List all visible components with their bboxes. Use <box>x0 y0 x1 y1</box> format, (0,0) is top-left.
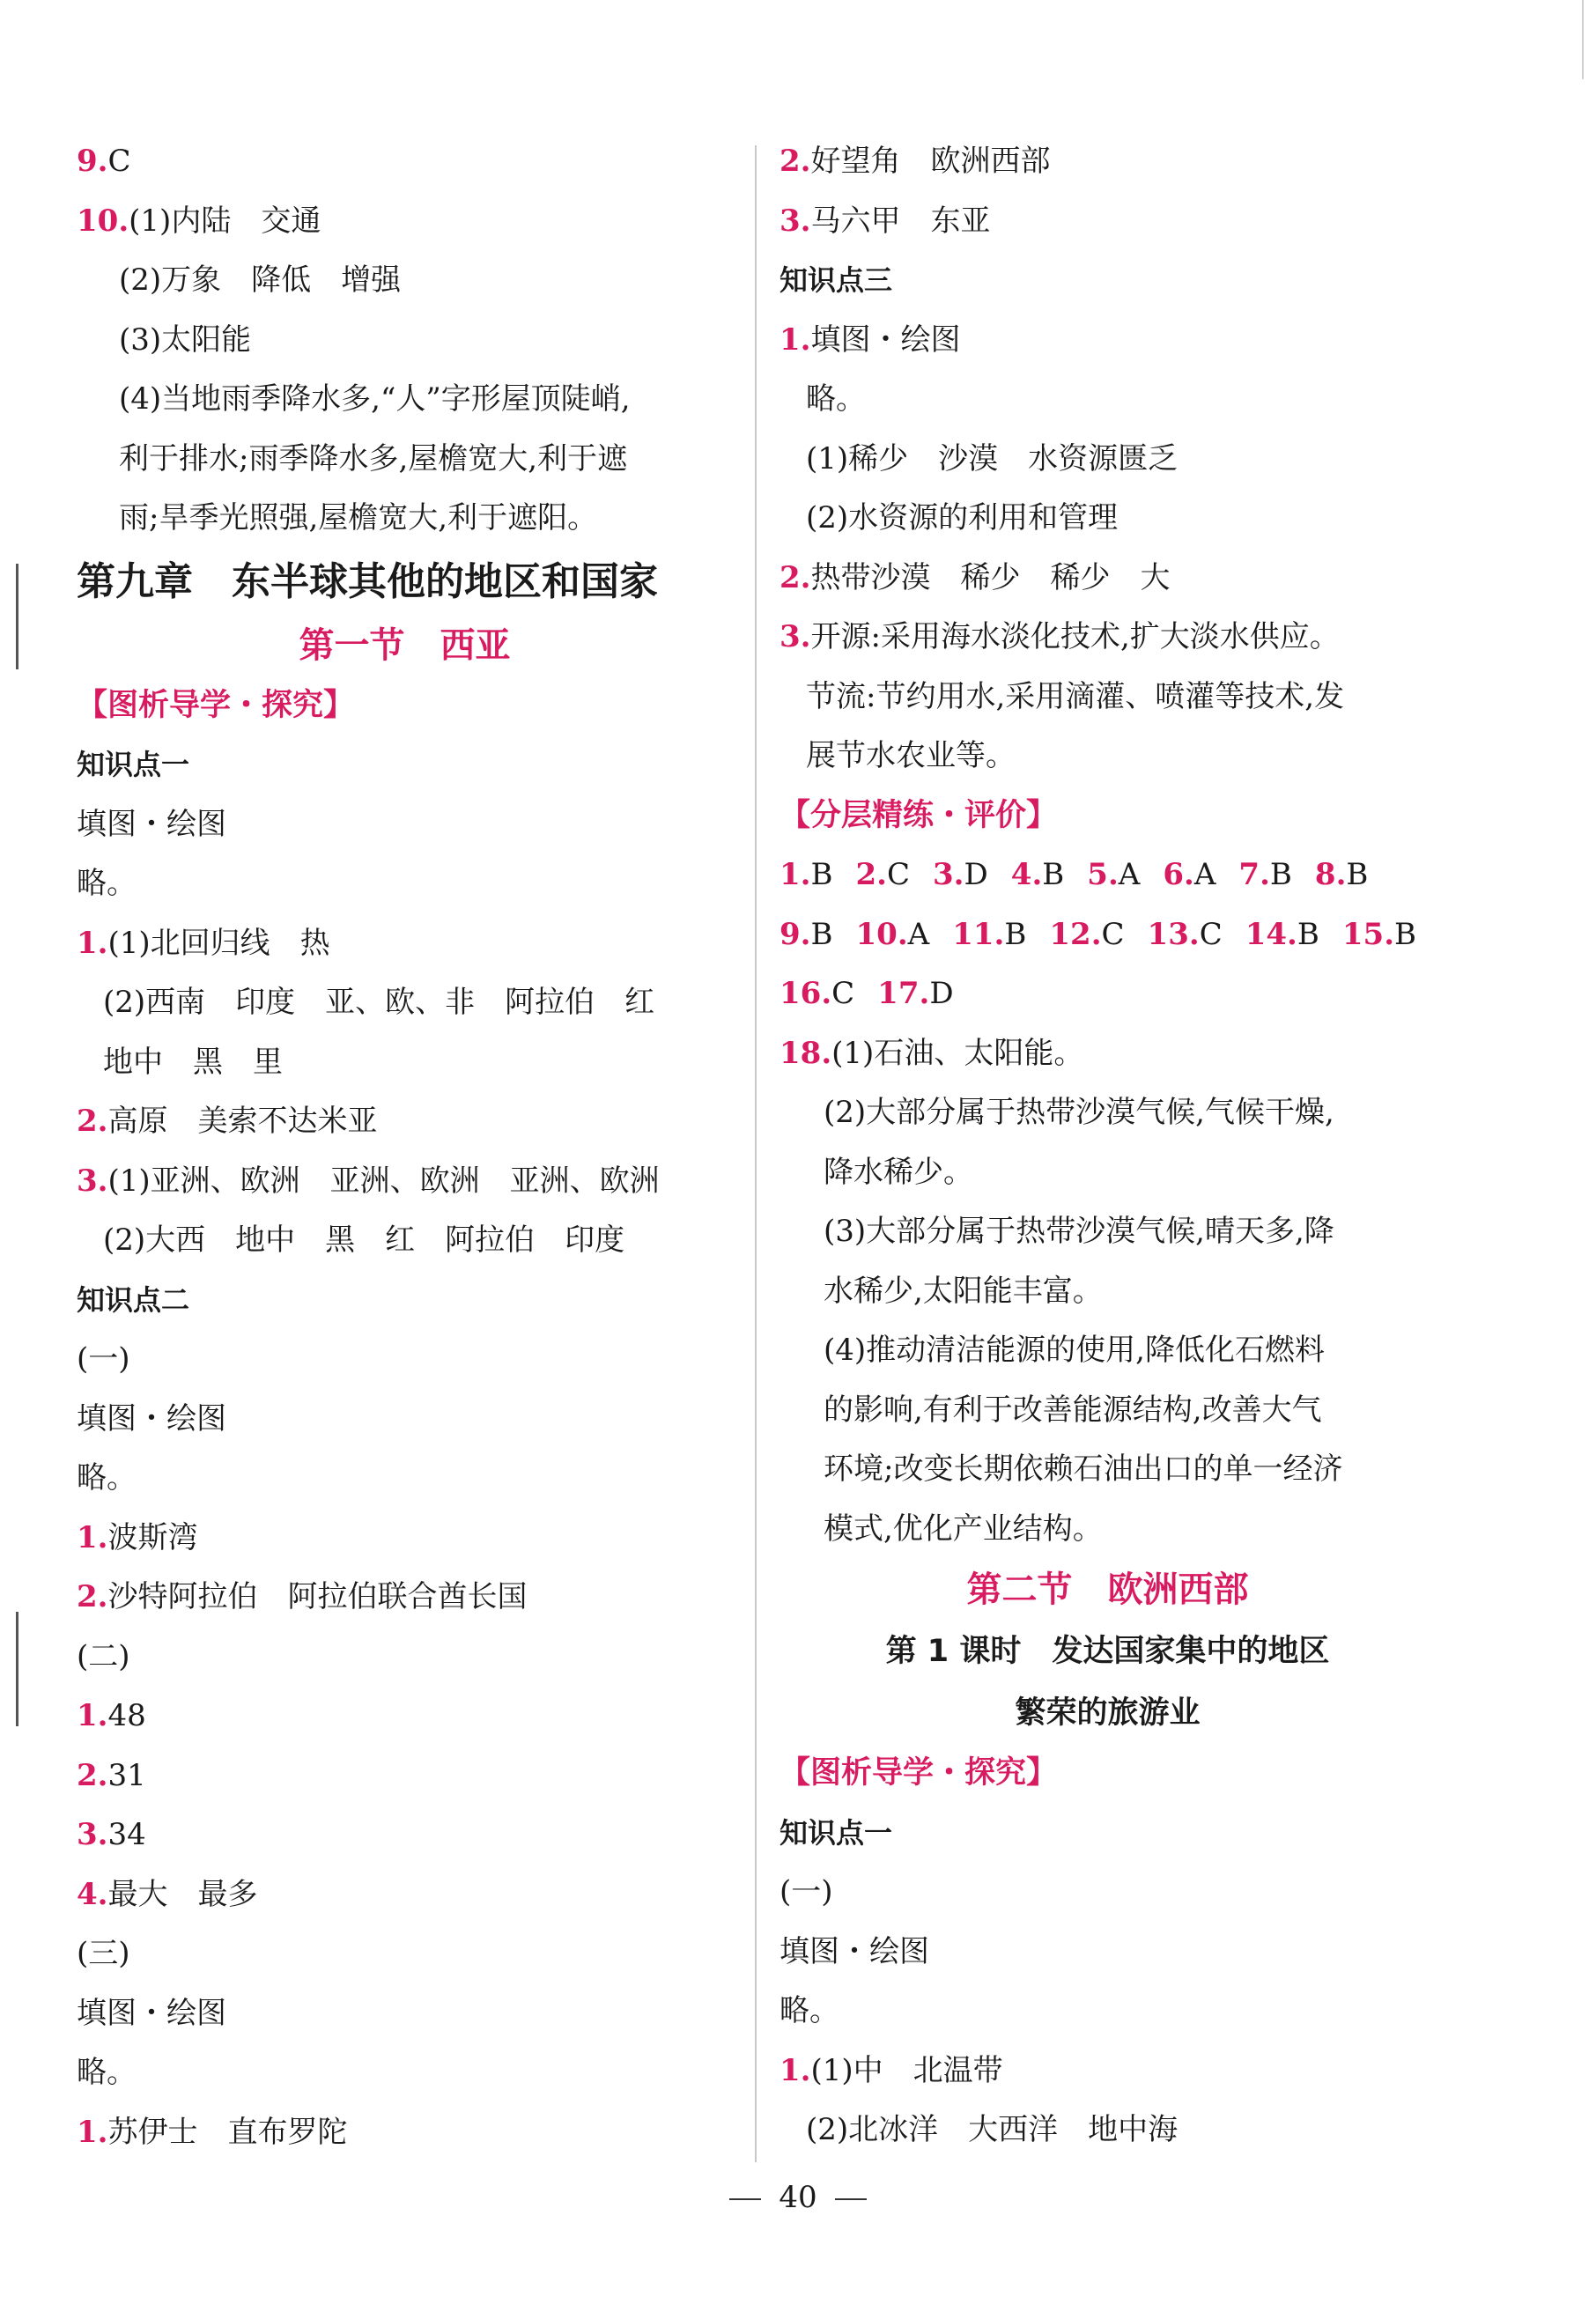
page-number-dash <box>729 2198 761 2200</box>
choice-letter: C <box>1101 916 1125 952</box>
scan-edge-line <box>1582 0 1584 79</box>
answer-3-cont: 展节水农业等。 <box>806 738 1016 773</box>
answer-18-part4-cont: 模式,优化产业结构。 <box>824 1510 1103 1547</box>
choice-letter: A <box>1193 857 1216 892</box>
answer-18-part2-cont: 降水稀少。 <box>824 1154 973 1190</box>
choice-letter: D <box>964 857 988 892</box>
answer-18-part3: (3)大部分属于热带沙漠气候,晴天多,降 <box>824 1214 1334 1249</box>
subsection-label: (三) <box>77 1936 130 1971</box>
page-number-dash <box>835 2198 867 2200</box>
omitted-note: 略。 <box>806 381 866 417</box>
choice-answer <box>1163 857 1215 892</box>
choice-answer <box>1245 917 1319 952</box>
choice-number: 16. <box>780 976 832 1011</box>
answer-18-part3-cont: 水稀少,太阳能丰富。 <box>824 1273 1103 1309</box>
knowledge-point-heading: 知识点一 <box>780 1815 893 1850</box>
answer-1: 1.(1)中 北温带 <box>780 2052 1003 2088</box>
answer-10-part2: (2)万象 降低 增强 <box>119 262 402 298</box>
answer-1-part2: (2)水资源的利用和管理 <box>806 500 1119 535</box>
answer-18-part4-cont: 环境;改变长期依赖石油出口的单一经济 <box>824 1451 1343 1487</box>
choice-number: 15. <box>1341 916 1395 952</box>
omitted-note: 略。 <box>77 866 137 901</box>
answer-3: 3.(1)亚洲、欧洲 亚洲、欧洲 亚洲、欧洲 <box>77 1163 660 1199</box>
choice-answer <box>780 857 833 892</box>
chapter-title: 第九章 东半球其他的地区和国家 <box>77 558 658 604</box>
knowledge-point-heading: 知识点一 <box>77 748 190 781</box>
answer-3-cont: 节流:节约用水,采用滴灌、喷灌等技术,发 <box>806 678 1345 714</box>
choice-answer <box>1049 917 1124 952</box>
left-column <box>77 132 733 2162</box>
choice-letter: B <box>1346 857 1369 892</box>
answer-10-part4-cont: 利于排水;雨季降水多,屋檐宽大,利于遮 <box>119 440 628 476</box>
lesson-title: 第 1 课时 发达国家集中的地区 <box>885 1634 1330 1669</box>
choice-letter: A <box>1118 857 1141 892</box>
choice-number: 3. <box>933 857 964 892</box>
choice-answer <box>1011 857 1065 892</box>
lesson-subtitle: 繁荣的旅游业 <box>1015 1695 1201 1731</box>
choice-number: 8. <box>1314 857 1347 892</box>
choice-number: 6. <box>1163 857 1194 892</box>
choice-number: 4. <box>1010 857 1043 892</box>
answer-1-part1: (1)稀少 沙漠 水资源匮乏 <box>806 440 1179 476</box>
fill-map-label: 填图・绘图 <box>77 806 226 842</box>
choice-letter: B <box>1269 857 1292 892</box>
answer-18-part4: (4)推动清洁能源的使用,降低化石燃料 <box>824 1333 1325 1368</box>
choice-answer <box>952 917 1026 952</box>
choice-answer <box>1315 857 1369 892</box>
choice-number: 7. <box>1238 857 1270 892</box>
page-number: 40 <box>0 2180 1596 2215</box>
choice-letter: C <box>887 857 911 892</box>
section-title: 第二节 欧洲西部 <box>966 1569 1249 1610</box>
choice-answers-row <box>780 905 1436 965</box>
choice-number: 1. <box>780 857 811 892</box>
choice-answer <box>933 857 988 892</box>
answer-9: 9.C <box>77 144 131 179</box>
fill-map-label: 填图・绘图 <box>77 1995 226 2031</box>
section-tag: 【图析导学・探究】 <box>780 1755 1058 1791</box>
fill-map-label: 填图・绘图 <box>780 1933 929 1969</box>
subsection-label: (一) <box>77 1341 130 1377</box>
answer-2: 2.热带沙漠 稀少 稀少 大 <box>780 559 1171 595</box>
choice-answer <box>780 917 833 952</box>
choice-answer <box>877 976 953 1011</box>
answer-3-part2: (2)大西 地中 黑 红 阿拉伯 印度 <box>103 1222 625 1258</box>
choice-number: 13. <box>1147 916 1200 952</box>
omitted-note: 略。 <box>77 2055 137 2090</box>
choice-letter: C <box>1199 916 1223 952</box>
choice-letter: B <box>810 916 833 952</box>
choice-number: 12. <box>1049 916 1102 952</box>
choice-number: 17. <box>877 976 930 1011</box>
answer-18-part4-cont: 的影响,有利于改善能源结构,改善大气 <box>824 1392 1322 1428</box>
answer-2: 2.好望角 欧洲西部 <box>780 144 1051 179</box>
choice-answer <box>1238 857 1292 892</box>
answer-1: 1.填图・绘图 <box>780 321 961 358</box>
knowledge-point-heading: 知识点二 <box>77 1282 190 1317</box>
answer-4: 4.最大 最多 <box>77 1876 258 1912</box>
answer-3: 3.马六甲 东亚 <box>780 203 991 239</box>
choice-answer <box>856 857 911 892</box>
choice-number: 2. <box>855 857 887 892</box>
answer-2: 2.高原 美索不达米亚 <box>77 1104 378 1139</box>
answer-1-part2: (2)西南 印度 亚、欧、非 阿拉伯 红 <box>103 985 655 1020</box>
fill-map-label: 填图・绘图 <box>77 1400 226 1437</box>
binding-mark <box>16 1612 18 1726</box>
section-tag: 【图析导学・探究】 <box>77 687 355 723</box>
answer-10: 10.(1)内陆 交通 <box>77 203 321 239</box>
answer-10-part4: (4)当地雨季降水多,“人”字形屋顶陡峭, <box>119 381 631 417</box>
answer-3: 3.开源:采用海水淡化技术,扩大淡水供应。 <box>780 619 1340 654</box>
choice-letter: B <box>1004 916 1027 952</box>
choice-letter: B <box>1394 916 1417 952</box>
choice-answers-row <box>780 846 1436 905</box>
choice-number: 11. <box>952 916 1005 952</box>
choice-answer <box>1148 917 1223 952</box>
answer-1: 1.波斯湾 <box>77 1519 198 1555</box>
choice-number: 9. <box>780 916 811 952</box>
choice-letter: B <box>1297 916 1319 952</box>
answer-18: 18.(1)石油、太阳能。 <box>780 1035 1084 1071</box>
answer-2: 2.31 <box>77 1757 146 1793</box>
answer-1: 1.48 <box>77 1698 146 1733</box>
choice-number: 5. <box>1087 857 1119 892</box>
answer-10-part3: (3)太阳能 <box>119 321 252 358</box>
choice-number: 10. <box>855 916 908 952</box>
section-tag: 【分层精练・评价】 <box>780 797 1058 833</box>
choice-number: 14. <box>1245 916 1297 952</box>
choice-answer <box>780 976 854 1011</box>
omitted-note: 略。 <box>780 1993 839 2028</box>
choice-answers-row <box>780 964 1436 1024</box>
choice-answer <box>1342 917 1416 952</box>
choice-answer <box>856 917 930 952</box>
binding-mark <box>16 564 18 669</box>
choice-answer <box>1087 857 1140 892</box>
answer-1-part2: (2)北冰洋 大西洋 地中海 <box>806 2112 1179 2147</box>
column-divider <box>755 145 757 2162</box>
answer-2: 2.沙特阿拉伯 阿拉伯联合酋长国 <box>77 1579 528 1614</box>
choice-letter: A <box>907 916 930 952</box>
section-title: 第一节 西亚 <box>299 624 511 666</box>
subsection-label: (一) <box>780 1874 833 1909</box>
answer-10-part4-cont: 雨;旱季光照强,屋檐宽大,利于遮阳。 <box>119 500 598 535</box>
subsection-label: (二) <box>77 1638 130 1674</box>
answer-3: 3.34 <box>77 1817 146 1852</box>
choice-letter: B <box>1042 857 1065 892</box>
answer-1: 1.(1)北回归线 热 <box>77 925 330 961</box>
choice-letter: C <box>831 976 855 1011</box>
omitted-note: 略。 <box>77 1460 137 1496</box>
answer-18-part2: (2)大部分属于热带沙漠气候,气候干燥, <box>824 1095 1334 1130</box>
answer-1: 1.苏伊士 直布罗陀 <box>77 2114 348 2150</box>
choice-letter: B <box>810 857 833 892</box>
answer-1-part2-cont: 地中 黑 里 <box>103 1044 283 1080</box>
choice-letter: D <box>929 976 954 1011</box>
knowledge-point-heading: 知识点三 <box>780 263 893 297</box>
right-column <box>780 132 1436 2160</box>
